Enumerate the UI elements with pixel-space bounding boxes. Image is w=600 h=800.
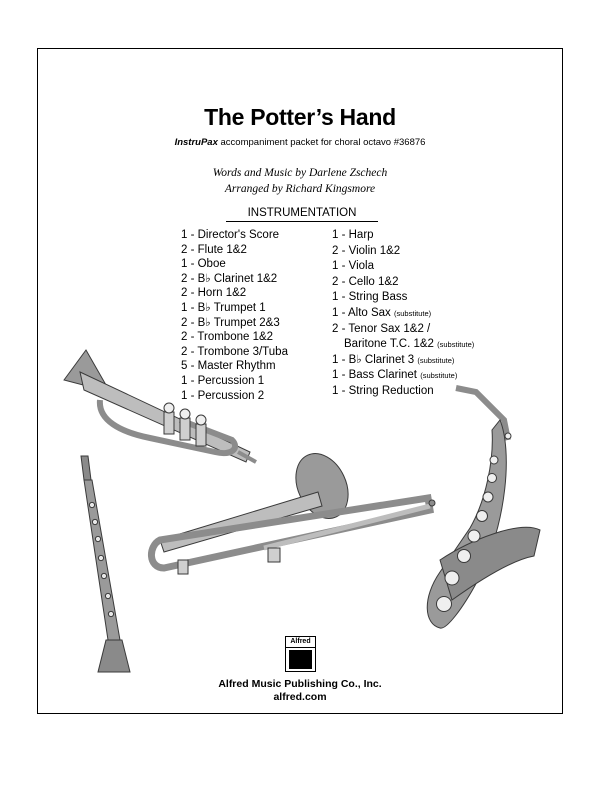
trombone-icon (151, 445, 435, 574)
alfred-logo-icon (285, 636, 316, 672)
list-item: 2 - Trombone 1&2 (181, 331, 274, 344)
list-item: 2 - Cello 1&2 (332, 275, 399, 288)
list-item: 1 - Harp (332, 229, 374, 241)
list-item: 1 - Percussion 2 (181, 389, 265, 402)
publisher-name: Alfred Music Publishing Co., Inc. (218, 678, 382, 690)
publisher-block (0, 678, 600, 704)
words-music-credit: Words and Music by Darlene Zschech (212, 167, 388, 179)
list-item: 1 - B♭ Clarinet 3 (substitute) (332, 353, 455, 366)
list-item: 1 - Percussion 1 (181, 374, 265, 387)
logo-text: Alfred (286, 637, 315, 648)
arranger-credit: Arranged by Richard Kingsmore (224, 183, 376, 195)
saxophone-icon (427, 388, 540, 628)
trumpet-icon (64, 350, 256, 462)
subtitle-text: accompaniment packet for choral octavo #36876 (220, 137, 426, 148)
instrupax-brand: InstruPax (174, 137, 218, 148)
list-item: Baritone T.C. 1&2 (substitute) (344, 338, 475, 351)
page-title: The Potter’s Hand (204, 104, 396, 130)
list-item: 1 - String Reduction (332, 384, 434, 397)
instrumentation-heading: INSTRUMENTATION (226, 207, 378, 222)
list-item: 2 - B♭ Clarinet 1&2 (181, 272, 278, 285)
list-item: 1 - Bass Clarinet (substitute) (332, 369, 458, 382)
list-item: 1 - Director's Score (181, 229, 280, 241)
list-item: 2 - Tenor Sax 1&2 / (332, 322, 431, 335)
list-item: 2 - Trombone 3/Tuba (181, 345, 288, 358)
list-item: 1 - String Bass (332, 291, 408, 304)
list-item: 5 - Master Rhythm (181, 360, 276, 373)
list-item: 2 - Flute 1&2 (181, 243, 247, 256)
list-item: 1 - Viola (332, 260, 374, 273)
list-item: 2 - Horn 1&2 (181, 287, 247, 300)
list-item: 1 - Alto Sax (substitute) (332, 306, 432, 319)
list-item: 1 - B♭ Trumpet 1 (181, 301, 266, 314)
clarinet-icon (81, 456, 130, 672)
list-item: 2 - B♭ Trumpet 2&3 (181, 316, 280, 329)
list-item: 2 - Violin 1&2 (332, 244, 401, 257)
publisher-website: alfred.com (273, 691, 327, 703)
list-item: 1 - Oboe (181, 258, 226, 271)
logo-emblem (289, 650, 312, 669)
